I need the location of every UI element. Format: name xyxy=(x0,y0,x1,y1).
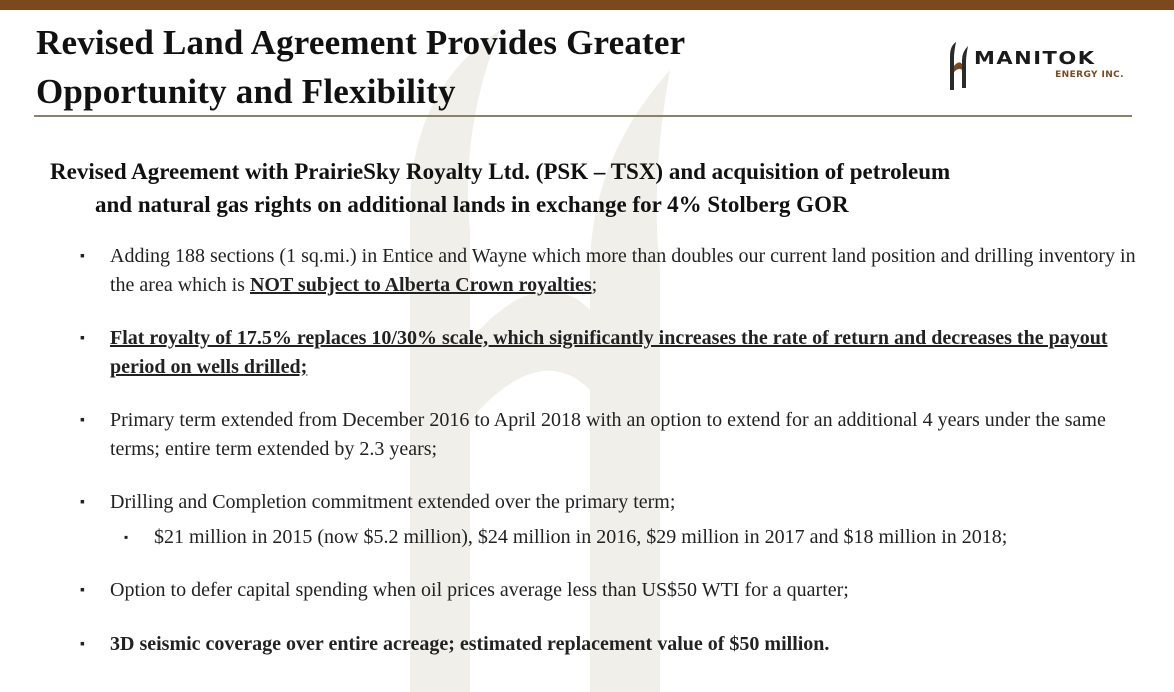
slide-title-line-2: Opportunity and Flexibility xyxy=(36,72,456,111)
bullet-defer-capital xyxy=(80,576,1140,605)
slide-title-line-1: Revised Land Agreement Provides Greater xyxy=(36,23,686,62)
bullet-marker: ▪ xyxy=(80,331,85,346)
bullet-3d-seismic xyxy=(80,630,1140,659)
bullet-text-lead: Adding 188 sections (1 sq.mi.) in Entice and Wayne which more than doubles our current land position and drilling inventory in the area which is xyxy=(110,245,1136,296)
bullet-emphasis: NOT subject to Alberta Crown royalties xyxy=(249,274,592,296)
section-heading-line-2: and natural gas rights on additional lands in exchange for 4% Stolberg GOR xyxy=(95,192,849,217)
bullet-drilling-commitment xyxy=(80,488,1140,517)
sub-bullet-text: $21 million in 2015 (now $5.2 million), $24 million in 2016, $29 million in 2017 and $18 million in 2018; xyxy=(154,526,1008,548)
bullet-marker: ▪ xyxy=(80,583,85,598)
bullet-marker: ▪ xyxy=(80,495,85,510)
bullet-text: 3D seismic coverage over entire acreage; estimated replacement value of $50 million. xyxy=(110,633,830,655)
bullet-flat-royalty xyxy=(80,324,1140,382)
bullet-text: Primary term extended from December 2016 to April 2018 with an option to extend for an additional 4 years under the same terms; entire term extended by 2.3 years; xyxy=(110,409,1106,460)
bullet-text-tail: ; xyxy=(591,274,598,296)
bullet-text: Flat royalty of 17.5% replaces 10/30% scale, which significantly increases the rate of return and decreases the payout period on wells drilled; xyxy=(110,327,1108,378)
slide-title xyxy=(36,18,685,116)
title-divider xyxy=(34,115,1132,117)
section-heading xyxy=(50,155,1130,221)
sub-bullet-commitment-schedule xyxy=(124,523,1134,552)
bullet-text: Option to defer capital spending when oil prices average less than US$50 WTI for a quarter; xyxy=(110,579,849,601)
bullet-text: Drilling and Completion commitment extended over the primary term; xyxy=(110,491,676,513)
bullet-marker: ▪ xyxy=(80,637,85,652)
bullet-land-sections xyxy=(80,242,1140,300)
sub-bullet-marker: ▪ xyxy=(124,530,129,544)
company-logo xyxy=(944,40,1134,92)
top-accent-bar xyxy=(0,0,1174,10)
bullet-primary-term xyxy=(80,406,1140,464)
section-heading-line-1: Revised Agreement with PrairieSky Royalty Ltd. (PSK – TSX) and acquisition of petroleum xyxy=(50,159,951,184)
manitok-mark-icon xyxy=(944,40,974,92)
logo-subtitle: ENERGY INC. xyxy=(1055,70,1124,80)
bullet-text xyxy=(80,242,1140,300)
logo-wordmark: MANITOK xyxy=(974,48,1096,69)
bullet-marker: ▪ xyxy=(80,413,85,428)
bullet-marker: ▪ xyxy=(80,249,85,264)
